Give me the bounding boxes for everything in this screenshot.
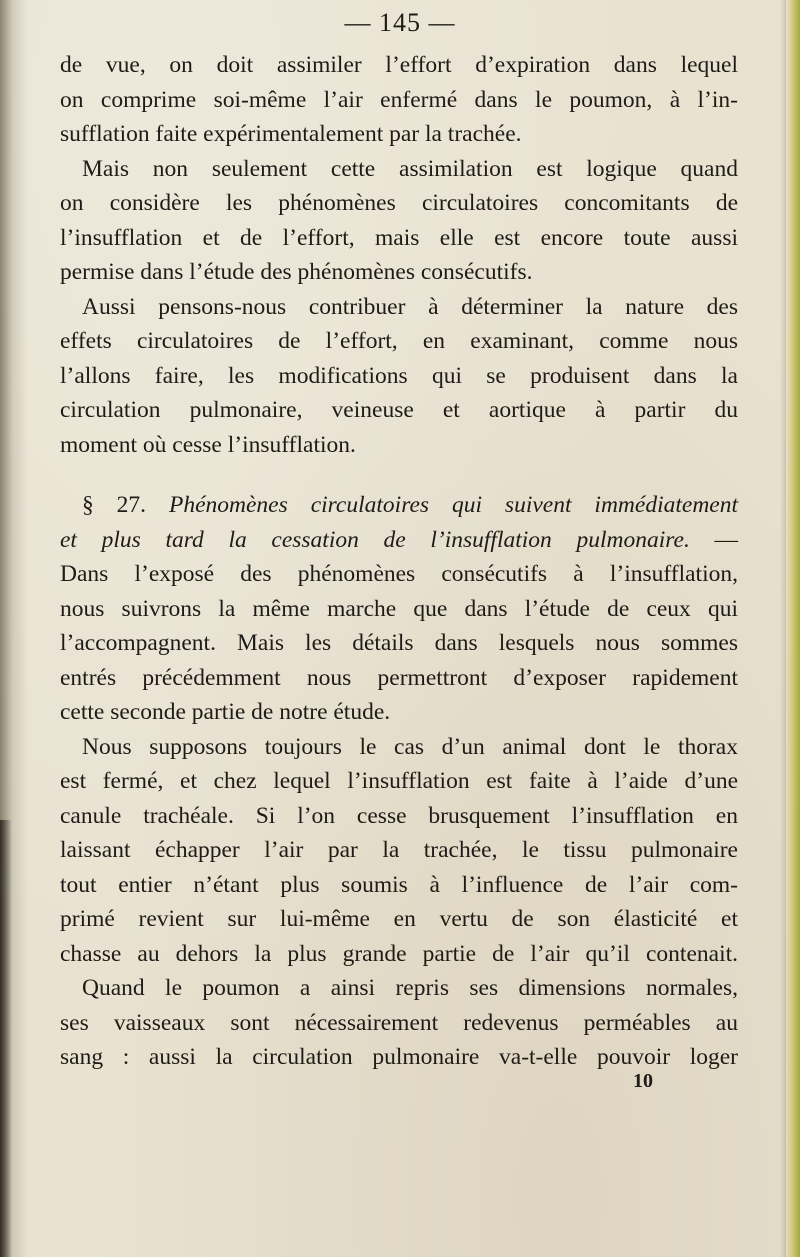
text-line: on comprime soi-même l’air enfermé dans le poumon, à l’in- [60, 86, 738, 113]
page-gutter-dark-edge [0, 820, 12, 1257]
text-line: permise dans l’étude des phénomènes consécutifs. [60, 259, 533, 285]
text-line: nous suivrons la même marche que dans l’étude de ceux qui [60, 595, 738, 622]
text-line: circulation pulmonaire, veineuse et aortique à partir du [60, 397, 738, 423]
text-line: primé revient sur lui-même en vertu de son élasticité et [60, 906, 738, 932]
text-line: l’insufflation et de l’effort, mais elle est encore toute aussi [60, 224, 738, 251]
section-gap [60, 462, 738, 488]
text-line: sufflation faite expérimentalement par la trachée. [60, 121, 522, 147]
text-line: entrés précédemment nous permettront d’exposer rapidement [60, 664, 738, 691]
text-line: Mais non seulement cette assimilation est logique quand [82, 155, 738, 182]
text-line: effets circulatoires de l’effort, en examinant, comme nous [60, 328, 738, 354]
body-text [60, 48, 738, 1075]
text-line: l’allons faire, les modifications qui se produisent dans la [60, 362, 738, 389]
text-line: canule trachéale. Si l’on cesse brusquement l’insufflation en [60, 802, 738, 829]
section-number: § 27. [82, 492, 147, 518]
text-line: l’accompagnent. Mais les détails dans lesquels nous sommes [60, 630, 738, 656]
section-title: Phénomènes circulatoires qui suivent immédiatement [169, 492, 739, 518]
section-dash: — [714, 526, 738, 553]
text-line: Nous supposons toujours le cas d’un animal dont le thorax [82, 733, 738, 760]
text-line: Aussi pensons-nous contribuer à déterminer la nature des [82, 293, 738, 320]
text-line: on considère les phénomènes circulatoires concomitants de [60, 190, 738, 216]
text-line: Quand le poumon a ainsi repris ses dimensions normales, [82, 975, 738, 1001]
section-heading-line [60, 523, 738, 558]
text-line: de vue, on doit assimiler l’effort d’expiration dans lequel [60, 52, 738, 78]
text-line: chasse au dehors la plus grande partie de l’air qu’il contenait. [60, 940, 738, 967]
text-line: est fermé, et chez lequel l’insufflation est faite à l’aide d’une [60, 768, 738, 794]
text-line: cette seconde partie de notre étude. [60, 699, 391, 725]
page-number-header: — 145 — [344, 8, 456, 37]
section-title-continued: et plus tard la cessation de l’insufflation pulmonaire. [60, 526, 690, 553]
text-line: Dans l’exposé des phénomènes consécutifs à l’insufflation, [60, 561, 738, 587]
text-line: moment où cesse l’insufflation. [60, 431, 356, 458]
text-line: sang : aussi la circulation pulmonaire va-t-elle pouvoir loger [60, 1044, 738, 1070]
text-line: tout entier n’étant plus soumis à l’influence de l’air com- [60, 871, 738, 898]
text-line: ses vaisseaux sont nécessairement redevenus perméables au [60, 1009, 738, 1036]
signature-mark: 10 [633, 1070, 653, 1092]
text-line: laissant échapper l’air par la trachée, le tissu pulmonaire [60, 837, 738, 863]
section-heading-line [60, 488, 738, 523]
page-edge [786, 0, 800, 1257]
